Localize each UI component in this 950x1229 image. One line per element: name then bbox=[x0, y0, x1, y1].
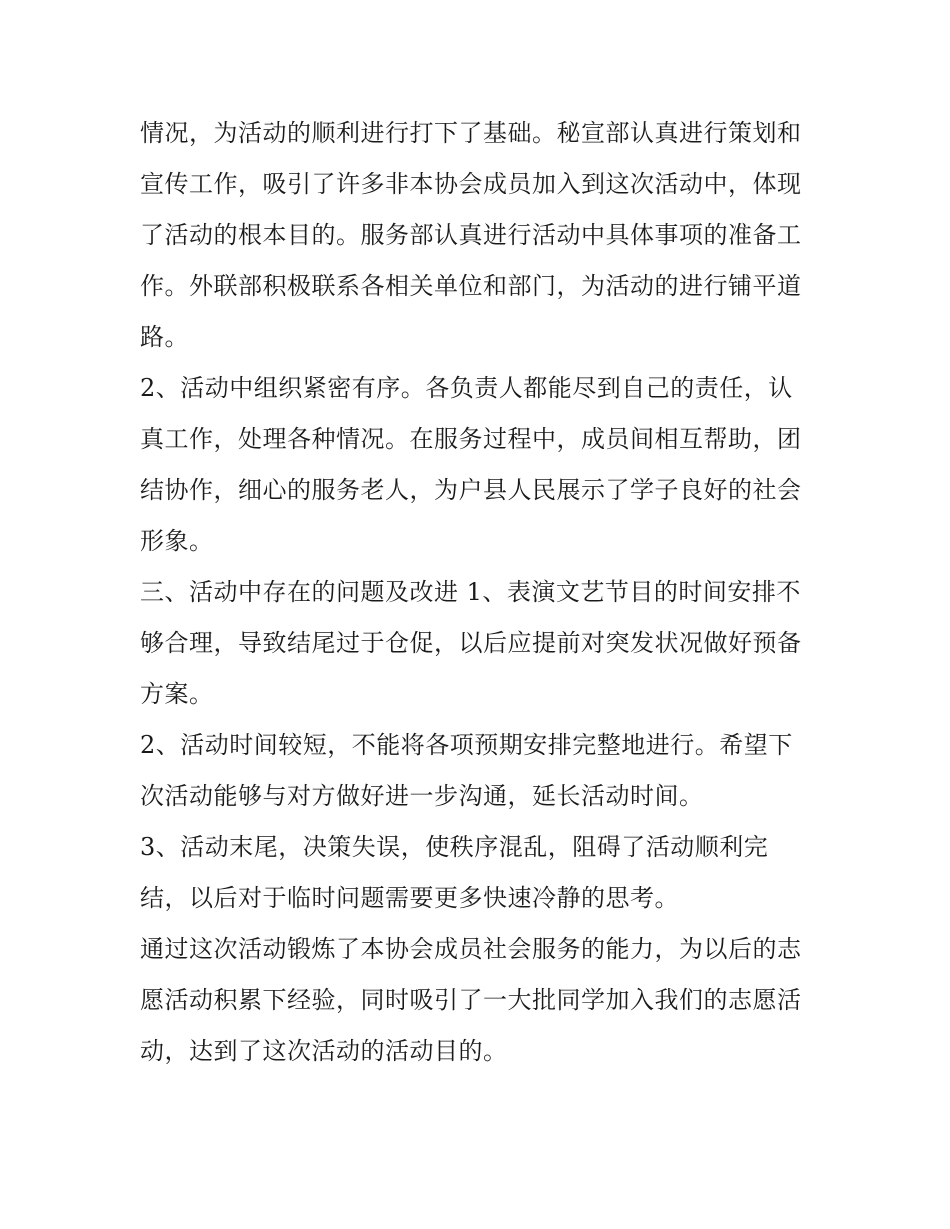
text-line: 结，以后对于临时问题需要更多快速冷静的思考。 bbox=[140, 884, 679, 912]
text-line: 3、活动末尾，决策失误，使秩序混乱，阻碍了活动顺利完 bbox=[140, 833, 769, 861]
text-line: 真工作，处理各种情况。在服务过程中，成员间相互帮助，团 bbox=[140, 425, 802, 453]
text-line: 作。外联部积极联系各相关单位和部门，为活动的进行铺平道 bbox=[140, 272, 802, 300]
text-line: 路。 bbox=[140, 323, 189, 351]
text-line: 三、活动中存在的问题及改进 1、表演文艺节目的时间安排不 bbox=[140, 578, 801, 606]
text-line: 愿活动积累下经验，同时吸引了一大批同学加入我们的志愿活 bbox=[140, 986, 802, 1014]
text-line: 方案。 bbox=[140, 680, 214, 708]
text-line: 次活动能够与对方做好进一步沟通，延长活动时间。 bbox=[140, 782, 704, 810]
text-line: 情况，为活动的顺利进行打下了基础。秘宣部认真进行策划和 bbox=[140, 119, 802, 147]
text-line: 2、活动时间较短，不能将各项预期安排完整地进行。希望下 bbox=[140, 731, 793, 759]
text-line: 动，达到了这次活动的活动目的。 bbox=[140, 1037, 508, 1065]
text-line: 了活动的根本目的。服务部认真进行活动中具体事项的准备工 bbox=[140, 221, 802, 249]
text-line: 通过这次活动锻炼了本协会成员社会服务的能力，为以后的志 bbox=[140, 935, 802, 963]
text-line: 2、活动中组织紧密有序。各负责人都能尽到自己的责任，认 bbox=[140, 374, 793, 402]
text-line: 够合理，导致结尾过于仓促，以后应提前对突发状况做好预备 bbox=[140, 629, 802, 657]
document-body bbox=[140, 108, 812, 1077]
text-line: 结协作，细心的服务老人，为户县人民展示了学子良好的社会 bbox=[140, 476, 802, 504]
text-line: 形象。 bbox=[140, 527, 214, 555]
text-line: 宣传工作，吸引了许多非本协会成员加入到这次活动中，体现 bbox=[140, 170, 802, 198]
